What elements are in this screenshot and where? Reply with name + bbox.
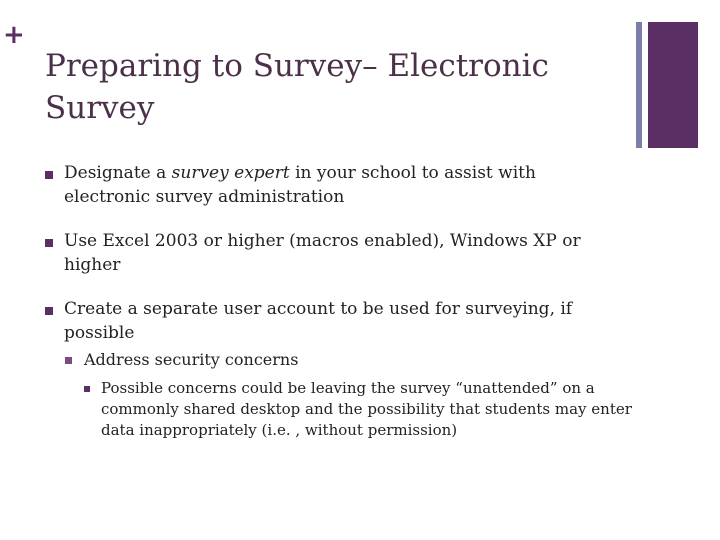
bullet-text-3: Create a separate user account to be used for surveying, if possible [64,299,573,343]
bullet-square-icon [45,239,53,247]
accent-bar-thick [648,22,698,148]
bullet-text-1-before: Designate a [64,163,172,183]
sub-sub-bullet-text: Possible concerns could be leaving the survey “unattended” on a commonly shared desktop and the possibility that students may enter data inappropriately (i.e. , without permission) [101,379,632,439]
bullet-text-2: Use Excel 2003 or higher (macros enabled), Windows XP or higher [64,231,581,275]
slide-title: Preparing to Survey– Electronic Survey [45,48,549,126]
bullet-square-icon [84,386,90,392]
bullet-text-1-emphasis: survey expert [171,163,290,183]
plus-marker: + [3,20,25,50]
bullet-square-icon [65,357,72,364]
bullet-square-icon [45,307,53,315]
bullet-text-1-after: in your school to assist with electronic survey administration [64,163,536,207]
bullet-text-1 [64,161,584,209]
sub-bullet-text: Address security concerns [84,350,299,369]
accent-bar-thin [636,22,642,148]
bullet-square-icon [45,171,53,179]
